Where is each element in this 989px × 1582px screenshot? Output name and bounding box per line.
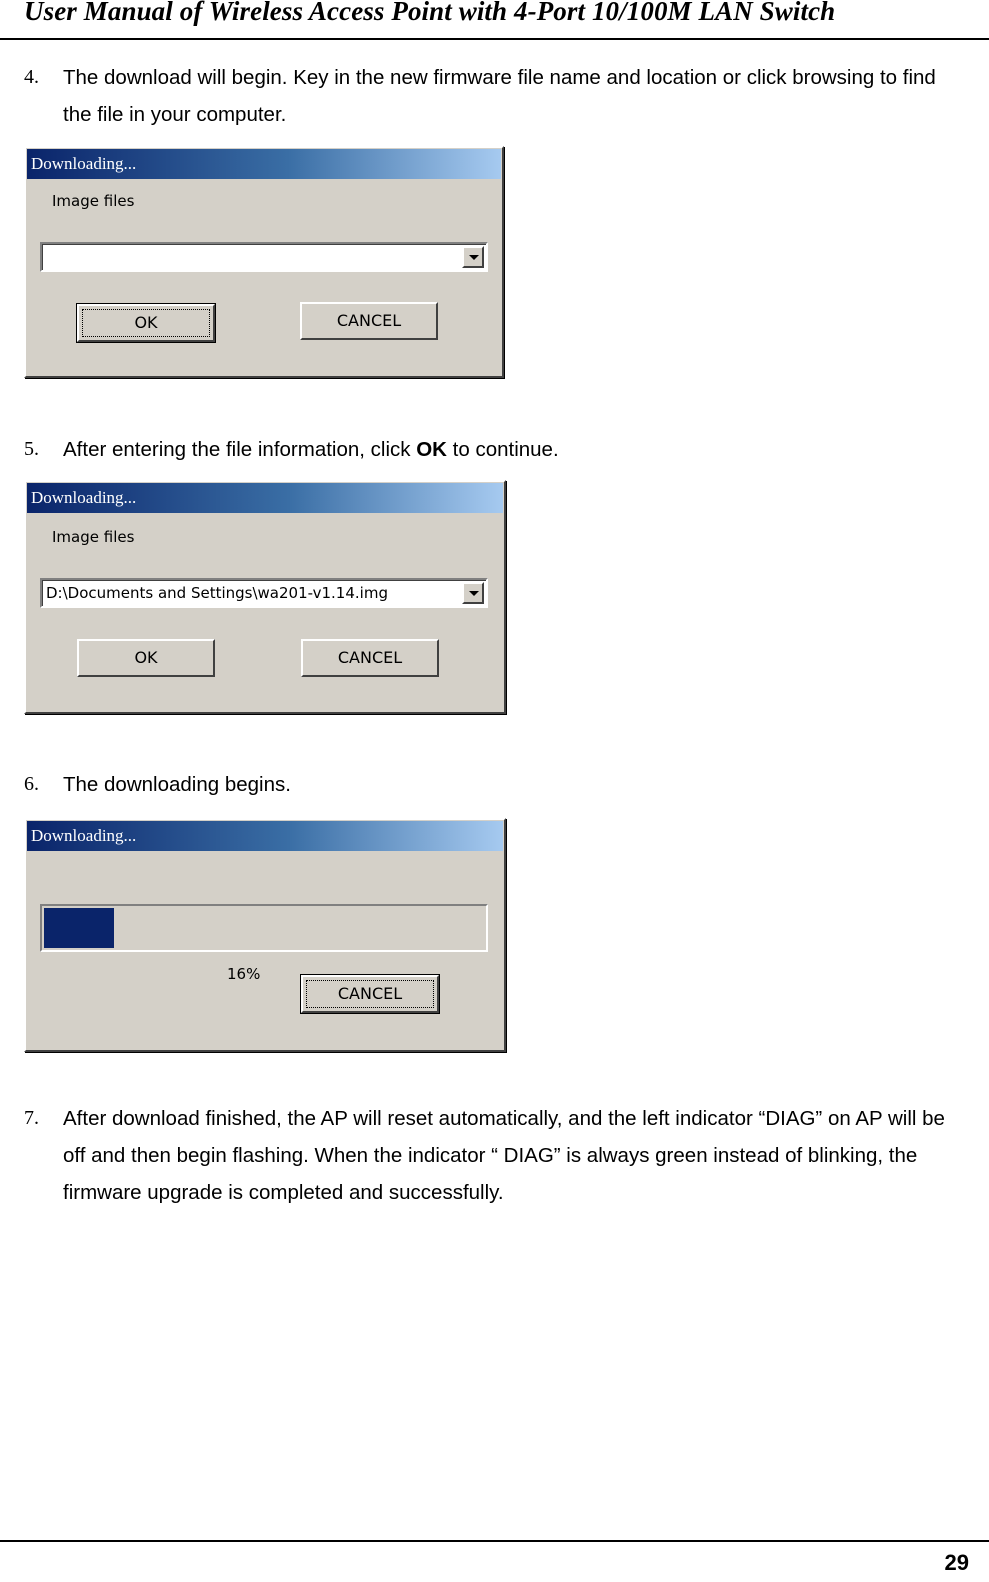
footer-rule <box>0 1540 989 1542</box>
progress-fill <box>44 908 114 948</box>
ok-button-label: OK <box>82 309 210 337</box>
step-text: The download will begin. Key in the new firmware file name and location or click browsing to find the file in your computer. <box>63 66 936 126</box>
step-6 <box>24 766 954 803</box>
chevron-down-icon[interactable] <box>462 582 484 604</box>
step-4 <box>24 59 954 133</box>
download-progress-bar <box>40 904 488 952</box>
download-dialog-filled <box>24 480 506 714</box>
download-dialog-empty <box>24 146 504 378</box>
cancel-button[interactable]: CANCEL <box>301 639 439 677</box>
image-file-combo[interactable] <box>40 242 488 272</box>
step-number: 4. <box>24 66 39 88</box>
image-file-value: D:\Documents and Settings\wa201-v1.14.img <box>46 584 388 602</box>
image-files-label: Image files <box>52 528 135 546</box>
ok-button[interactable]: OK <box>77 639 215 677</box>
chevron-down-icon[interactable] <box>462 246 484 268</box>
step-7 <box>24 1100 954 1211</box>
step-text: After entering the file information, click OK to continue. <box>63 438 559 461</box>
header-rule <box>0 38 989 40</box>
cancel-button[interactable] <box>301 975 439 1013</box>
dialog-titlebar: Downloading... <box>27 821 503 851</box>
step-number: 5. <box>24 438 39 460</box>
download-progress-dialog <box>24 818 506 1052</box>
page-header-title: User Manual of Wireless Access Point with 4-Port 10/100M LAN Switch <box>24 0 836 26</box>
image-file-combo[interactable] <box>40 578 488 608</box>
dialog-titlebar: Downloading... <box>27 483 503 513</box>
image-files-label: Image files <box>52 192 135 210</box>
step-5 <box>24 431 954 468</box>
dialog-titlebar: Downloading... <box>27 149 501 179</box>
cancel-button[interactable]: CANCEL <box>300 302 438 340</box>
ok-emphasis: OK <box>416 438 447 461</box>
step-number: 7. <box>24 1107 39 1129</box>
progress-percent: 16% <box>227 965 261 983</box>
step-text: After download finished, the AP will reset automatically, and the left indicator “DIAG” on AP will be off and then begin flashing. When the indicator “ DIAG” is always green instead of blinking, the firmware upgrade is completed and successfully. <box>63 1107 945 1204</box>
step-text: The downloading begins. <box>63 773 291 796</box>
step-number: 6. <box>24 773 39 795</box>
ok-button[interactable] <box>77 304 215 342</box>
page-number: 29 <box>944 1550 969 1575</box>
cancel-button-label: CANCEL <box>306 980 434 1008</box>
